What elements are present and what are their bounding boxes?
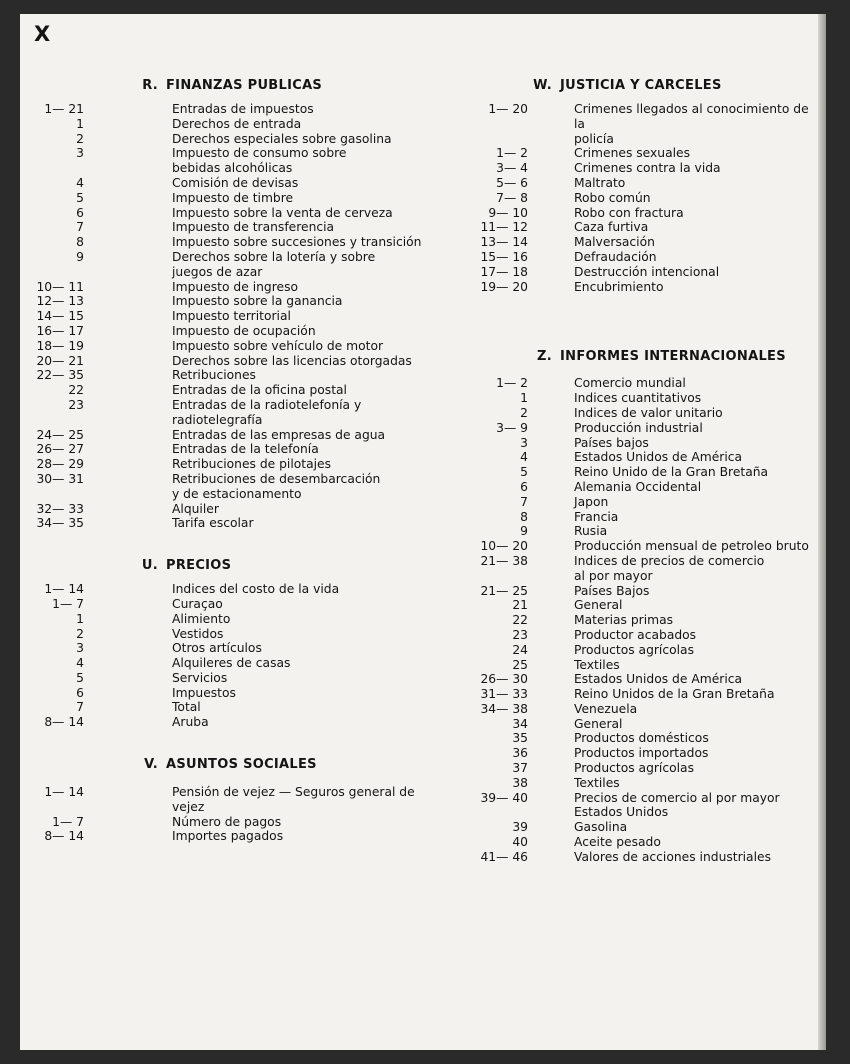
table-number: 3	[76, 146, 84, 161]
section-title: INFORMES INTERNACIONALES	[560, 349, 786, 365]
list-item	[472, 791, 822, 821]
table-number: 9	[76, 249, 84, 264]
list-item	[472, 391, 822, 406]
list-item	[472, 161, 822, 176]
table-title: Rusia	[574, 524, 608, 539]
table-number: 3	[520, 435, 528, 450]
section-letter: W.	[533, 78, 552, 93]
list-item	[472, 220, 822, 235]
table-title: Impuesto de ocupación	[172, 323, 316, 338]
table-title: Impuesto de ingreso	[172, 279, 299, 294]
table-number: 5	[76, 670, 84, 685]
list-item	[472, 450, 822, 465]
list-item	[472, 539, 822, 554]
table-title: Caza furtiva	[574, 220, 649, 235]
table-number: 7	[520, 494, 528, 509]
list-item	[24, 715, 444, 730]
table-number: 1— 2	[496, 376, 528, 391]
table-title: Indices de precios de comercio al por mayor	[574, 553, 765, 583]
table-number: 23	[512, 627, 528, 642]
table-number: 1— 2	[496, 146, 528, 161]
table-number: 1	[520, 391, 528, 406]
table-number: 1— 14	[44, 785, 84, 800]
section-letter: Z.	[537, 349, 552, 365]
list-item	[472, 776, 822, 791]
table-title: Países bajos	[574, 435, 649, 450]
list-item	[472, 465, 822, 480]
list-item	[472, 376, 822, 391]
table-title: Valores de acciones industriales	[574, 849, 771, 864]
table-number: 39— 40	[480, 790, 528, 805]
list-item	[24, 457, 444, 472]
table-title: Impuesto sobre vehículo de motor	[172, 338, 384, 353]
table-title: Entradas de la radiotelefonía y radiotelegrafía	[172, 397, 362, 427]
table-title: General	[574, 598, 623, 613]
list-item	[472, 613, 822, 628]
table-title: Entradas de la telefonía	[172, 442, 319, 457]
table-number: 1— 20	[488, 102, 528, 116]
table-number: 14— 15	[36, 309, 84, 324]
table-title: Impuesto sobre la ganancia	[172, 294, 343, 309]
section-letter: R.	[142, 78, 158, 93]
section-letter: V.	[144, 757, 158, 773]
table-number: 20— 21	[36, 353, 84, 368]
section-informes-internacionales	[472, 349, 822, 864]
table-title: Alquileres de casas	[172, 656, 291, 671]
table-title: Retribuciones de desembarcación y de estacionamento	[172, 471, 381, 501]
table-title: Materias primas	[574, 613, 674, 628]
table-number: 4	[76, 175, 84, 190]
section-title: FINANZAS PUBLICAS	[166, 78, 323, 93]
table-number: 24	[512, 642, 528, 657]
table-number: 24— 25	[36, 427, 84, 442]
table-title: Indices de valor unitario	[574, 405, 723, 420]
table-number: 26— 27	[36, 442, 84, 457]
table-title: General	[574, 716, 623, 731]
list-item	[472, 191, 822, 206]
table-number: 34— 35	[36, 516, 84, 531]
list-item	[472, 102, 822, 146]
list-item	[24, 686, 444, 701]
table-number: 39	[512, 820, 528, 835]
table-number: 22	[68, 383, 84, 398]
table-number: 25	[512, 657, 528, 672]
table-title: Derechos sobre la lotería y sobre juegos de azar	[172, 249, 376, 279]
section-asuntos-sociales	[24, 757, 444, 844]
section-letter: U.	[141, 558, 158, 574]
list-item	[472, 146, 822, 161]
table-title: Alquiler	[172, 501, 219, 516]
table-number: 9— 10	[488, 205, 528, 220]
table-number: 9	[520, 524, 528, 539]
table-title: Impuesto territorial	[172, 309, 291, 324]
table-title: Reino Unido de la Gran Bretaña	[574, 465, 769, 480]
list-item	[24, 102, 444, 117]
table-title: Impuesto de consumo sobre bebidas alcohólicas	[172, 146, 347, 176]
list-item	[24, 339, 444, 354]
table-number: 6	[76, 205, 84, 220]
table-title: Impuestos	[172, 685, 236, 700]
list-item	[24, 383, 444, 398]
list-item	[24, 220, 444, 235]
table-title: Malversación	[574, 235, 655, 250]
table-number: 26— 30	[480, 672, 528, 687]
list-item	[24, 582, 444, 597]
table-title: Gasolina	[574, 820, 628, 835]
table-number: 41— 46	[480, 849, 528, 864]
list-item	[24, 502, 444, 517]
list-item	[472, 421, 822, 436]
list-item	[24, 354, 444, 369]
section-heading	[24, 78, 444, 93]
list-item	[472, 598, 822, 613]
table-title: Retribuciones	[172, 368, 256, 383]
list-item	[24, 309, 444, 324]
section-rows	[472, 102, 822, 294]
table-title: Comercio mundial	[574, 376, 686, 391]
list-item	[472, 628, 822, 643]
table-number: 6	[76, 685, 84, 700]
table-title: Precios de comercio al por mayor Estados Unidos	[574, 790, 780, 820]
list-item	[472, 235, 822, 250]
list-item	[24, 700, 444, 715]
table-number: 36	[512, 746, 528, 761]
list-item	[24, 785, 444, 815]
table-number: 2	[76, 626, 84, 641]
list-item	[24, 641, 444, 656]
list-item	[24, 815, 444, 830]
table-title: Estados Unidos de América	[574, 450, 743, 465]
table-number: 16— 17	[36, 323, 84, 338]
section-title: PRECIOS	[166, 558, 232, 574]
table-number: 18— 19	[36, 338, 84, 353]
table-number: 17— 18	[480, 264, 528, 279]
section-rows	[472, 376, 822, 864]
list-item	[24, 132, 444, 147]
list-item	[24, 442, 444, 457]
list-item	[472, 643, 822, 658]
list-item	[472, 480, 822, 495]
table-title: Aruba	[172, 715, 209, 730]
list-item	[472, 554, 822, 584]
list-item	[472, 176, 822, 191]
list-item	[472, 495, 822, 510]
table-title: Número de pagos	[172, 814, 282, 829]
list-item	[24, 280, 444, 295]
table-title: Países Bajos	[574, 583, 650, 598]
list-item	[24, 191, 444, 206]
section-rows	[24, 582, 444, 730]
list-item	[472, 731, 822, 746]
list-item	[24, 597, 444, 612]
list-item	[24, 671, 444, 686]
page-edge	[818, 14, 826, 1050]
table-title: Crimenes sexuales	[574, 146, 691, 161]
list-item	[472, 265, 822, 280]
list-item	[472, 717, 822, 732]
list-item	[24, 627, 444, 642]
table-number: 3— 4	[496, 161, 528, 176]
table-title: Textiles	[574, 657, 620, 672]
table-title: Total	[172, 700, 201, 715]
table-number: 7— 8	[496, 190, 528, 205]
table-number: 11— 12	[480, 220, 528, 235]
table-number: 30— 31	[36, 471, 84, 486]
table-title: Robo con fractura	[574, 205, 684, 220]
list-item	[472, 280, 822, 295]
table-number: 38	[512, 775, 528, 790]
table-number: 12— 13	[36, 294, 84, 309]
list-item	[472, 524, 822, 539]
list-item	[24, 294, 444, 309]
right-column	[472, 78, 822, 865]
table-title: Producción industrial	[574, 420, 703, 435]
table-title: Derechos especiales sobre gasolina	[172, 131, 392, 146]
section-justicia-y-carceles	[472, 78, 822, 294]
list-item	[24, 250, 444, 280]
table-title: Otros artículos	[172, 641, 262, 656]
table-title: Encubrimiento	[574, 279, 664, 294]
table-title: Curaçao	[172, 596, 223, 611]
table-number: 8	[76, 235, 84, 250]
table-title: Productor acabados	[574, 627, 697, 642]
table-number: 2	[520, 405, 528, 420]
table-title: Vestidos	[172, 626, 224, 641]
table-title: Maltrato	[574, 175, 626, 190]
list-item	[472, 835, 822, 850]
page-number: X	[34, 22, 51, 46]
table-number: 10— 11	[36, 279, 84, 294]
table-number: 4	[520, 450, 528, 465]
table-number: 21— 38	[480, 553, 528, 568]
list-item	[472, 746, 822, 761]
list-item	[472, 820, 822, 835]
section-heading	[24, 558, 444, 573]
list-item	[472, 761, 822, 776]
table-title: Japon	[574, 494, 609, 509]
table-number: 1— 7	[52, 814, 84, 829]
table-number: 1— 7	[52, 596, 84, 611]
list-item	[472, 702, 822, 717]
table-number: 6	[520, 479, 528, 494]
list-item	[24, 324, 444, 339]
table-number: 21	[512, 598, 528, 613]
table-number: 8	[520, 509, 528, 524]
list-item	[472, 850, 822, 865]
table-number: 1	[76, 116, 84, 131]
table-title: Alimiento	[172, 611, 231, 626]
section-rows	[24, 102, 444, 531]
list-item	[24, 235, 444, 250]
list-item	[472, 584, 822, 599]
table-title: Entradas de las empresas de agua	[172, 427, 386, 442]
table-number: 34— 38	[480, 701, 528, 716]
table-title: Indices cuantitativos	[574, 391, 702, 406]
table-number: 7	[76, 220, 84, 235]
table-title: Impuesto de transferencia	[172, 220, 335, 235]
table-title: Venezuela	[574, 701, 638, 716]
table-number: 23	[68, 397, 84, 412]
table-title: Impuesto de timbre	[172, 190, 294, 205]
table-title: Estados Unidos de América	[574, 672, 743, 687]
table-title: Impuesto sobre succesiones y transición	[172, 235, 422, 250]
table-number: 1	[76, 611, 84, 626]
list-item	[472, 436, 822, 451]
table-title: Productos importados	[574, 746, 709, 761]
table-title: Robo común	[574, 190, 651, 205]
list-item	[472, 510, 822, 525]
table-number: 35	[512, 731, 528, 746]
table-title: Defraudación	[574, 249, 657, 264]
section-rows	[24, 785, 444, 844]
table-title: Entradas de la oficina postal	[172, 383, 347, 398]
table-title: Pensión de vejez — Seguros general de vejez	[172, 785, 415, 814]
table-title: Comisión de devisas	[172, 175, 299, 190]
table-title: Productos agrícolas	[574, 642, 694, 657]
table-number: 15— 16	[480, 249, 528, 264]
table-number: 32— 33	[36, 501, 84, 516]
table-title: Aceite pesado	[574, 835, 661, 850]
table-title: Derechos sobre las licencias otorgadas	[172, 353, 412, 368]
table-number: 5	[520, 465, 528, 480]
list-item	[472, 406, 822, 421]
table-number: 1— 14	[44, 582, 84, 597]
left-column	[24, 78, 444, 844]
list-item	[24, 428, 444, 443]
table-title: Tarifa escolar	[172, 516, 254, 531]
list-item	[24, 206, 444, 221]
table-title: Impuesto sobre la venta de cerveza	[172, 205, 393, 220]
table-number: 21— 25	[480, 583, 528, 598]
table-title: Importes pagados	[172, 829, 284, 844]
list-item	[472, 658, 822, 673]
table-number: 4	[76, 656, 84, 671]
table-title: Destrucción intencional	[574, 264, 720, 279]
table-number: 8— 14	[44, 715, 84, 730]
section-title: JUSTICIA Y CARCELES	[560, 78, 722, 93]
table-title: Productos agrícolas	[574, 761, 694, 776]
table-number: 34	[512, 716, 528, 731]
table-number: 2	[76, 131, 84, 146]
table-number: 13— 14	[480, 235, 528, 250]
table-title: Retribuciones de pilotajes	[172, 457, 332, 472]
table-title: Derechos de entrada	[172, 116, 302, 131]
table-number: 22	[512, 613, 528, 628]
table-number: 31— 33	[480, 687, 528, 702]
document-page	[20, 14, 826, 1050]
list-item	[24, 117, 444, 132]
section-heading	[472, 78, 822, 93]
table-number: 40	[512, 835, 528, 850]
table-title: Servicios	[172, 670, 228, 685]
table-number: 7	[76, 700, 84, 715]
table-title: Textiles	[574, 775, 620, 790]
list-item	[472, 672, 822, 687]
table-number: 28— 29	[36, 457, 84, 472]
list-item	[24, 472, 444, 502]
section-finanzas-publicas	[24, 78, 444, 531]
table-number: 22— 35	[36, 368, 84, 383]
list-item	[24, 656, 444, 671]
table-number: 5— 6	[496, 175, 528, 190]
table-number: 10— 20	[480, 539, 528, 554]
list-item	[24, 146, 444, 176]
table-number: 1— 21	[44, 102, 84, 116]
list-item	[472, 250, 822, 265]
list-item	[24, 612, 444, 627]
table-number: 19— 20	[480, 279, 528, 294]
list-item	[24, 398, 444, 428]
section-heading	[472, 349, 822, 364]
section-precios	[24, 558, 444, 730]
table-title: Entradas de impuestos	[172, 102, 314, 116]
section-heading	[24, 757, 444, 772]
table-title: Alemania Occidental	[574, 479, 702, 494]
list-item	[24, 829, 444, 844]
table-number: 37	[512, 761, 528, 776]
list-item	[472, 206, 822, 221]
table-title: Crimenes llegados al conocimiento de la policía	[574, 102, 809, 146]
table-number: 3— 9	[496, 420, 528, 435]
table-title: Crimenes contra la vida	[574, 161, 721, 176]
table-title: Francia	[574, 509, 619, 524]
table-title: Productos domésticos	[574, 731, 709, 746]
list-item	[24, 368, 444, 383]
table-title: Reino Unidos de la Gran Bretaña	[574, 687, 775, 702]
table-number: 5	[76, 190, 84, 205]
table-title: Indices del costo de la vida	[172, 582, 340, 597]
list-item	[24, 516, 444, 531]
section-title: ASUNTOS SOCIALES	[166, 757, 317, 773]
list-item	[472, 687, 822, 702]
table-title: Producción mensual de petroleo bruto	[574, 539, 809, 554]
list-item	[24, 176, 444, 191]
table-number: 3	[76, 641, 84, 656]
table-number: 8— 14	[44, 829, 84, 844]
